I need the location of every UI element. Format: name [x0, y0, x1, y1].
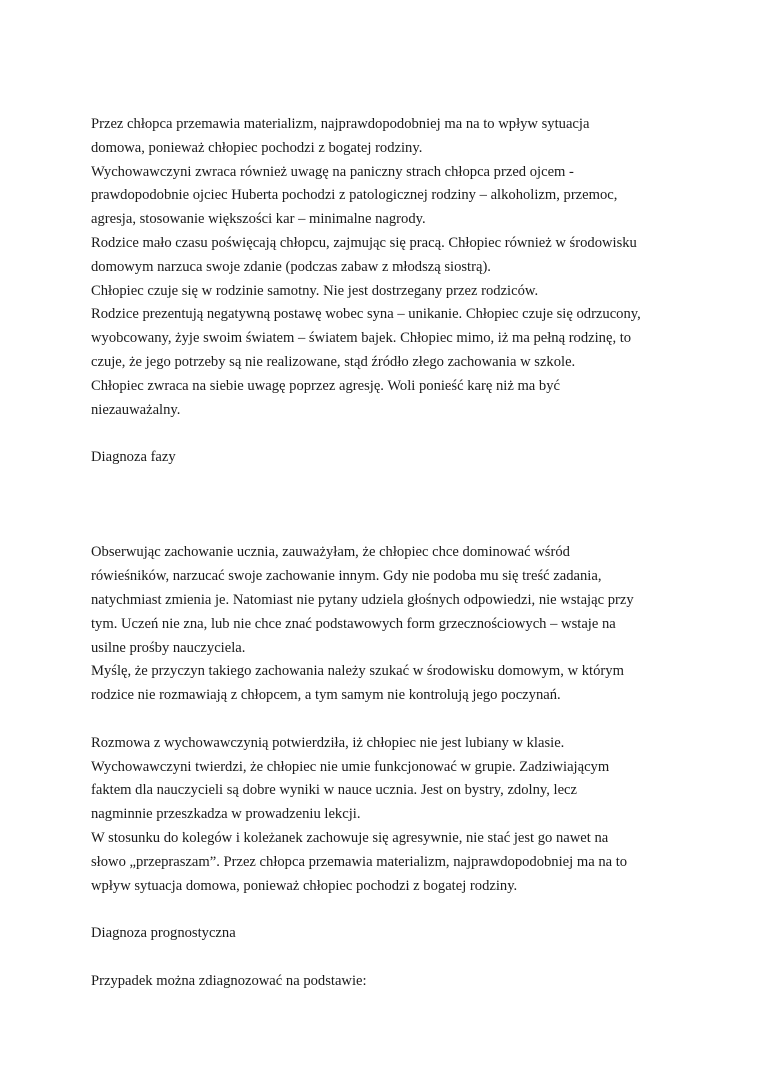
text-line: niezauważalny. — [91, 401, 181, 418]
text-line: usilne prośby nauczyciela. — [91, 639, 246, 656]
document-body — [91, 113, 681, 993]
text-line: nagminnie przeszkadza w prowadzeniu lekcji. — [91, 806, 361, 823]
text-line: Chłopiec czuje się w rodzinie samotny. Nie jest dostrzegany przez rodziców. — [91, 282, 539, 299]
text-line: rówieśników, narzucać swoje zachowanie innym. Gdy nie podoba mu się treść zadania, — [91, 568, 602, 585]
text-line: domowym narzuca swoje zdanie (podczas zabaw z młodszą siostrą). — [91, 258, 491, 275]
blank-line — [91, 518, 681, 542]
text-line: słowo „przepraszam”. Przez chłopca przemawia materializm, najprawdopodobniej ma na to — [91, 853, 628, 870]
text-line: tym. Uczeń nie zna, lub nie chce znać podstawowych form grzecznościowych – wstaje na — [91, 615, 616, 632]
text-line: prawdopodobnie ojciec Huberta pochodzi z patologicznej rodziny – alkoholizm, przemoc, — [91, 187, 618, 204]
text-line: Myślę, że przyczyn takiego zachowania należy szukać w środowisku domowym, w którym — [91, 663, 624, 680]
text-line: faktem dla nauczycieli są dobre wyniki w nauce ucznia. Jest on bystry, zdolny, lecz — [91, 782, 578, 799]
blank-line — [91, 946, 681, 970]
section-heading-diagnoza-fazy: Diagnoza fazy — [91, 449, 176, 466]
text-line: natychmiast zmienia je. Natomiast nie pytany udziela głośnych odpowiedzi, nie wstając przy — [91, 591, 634, 608]
paragraph-teacher-conversation — [91, 732, 681, 899]
text-line: domowa, ponieważ chłopiec pochodzi z bogatej rodziny. — [91, 139, 423, 156]
text-line: Rozmowa z wychowawczynią potwierdziła, iż chłopiec nie jest lubiany w klasie. — [91, 734, 565, 751]
text-line: Wychowawczyni zwraca również uwagę na paniczny strach chłopca przed ojcem - — [91, 163, 574, 180]
text-line: W stosunku do kolegów i koleżanek zachowuje się agresywnie, nie stać jest go nawet na — [91, 829, 609, 846]
text-line: Przez chłopca przemawia materializm, najprawdopodobniej ma na to wpływ sytuacja — [91, 116, 590, 132]
blank-line — [91, 708, 681, 732]
text-line: Wychowawczyni twierdzi, że chłopiec nie umie funkcjonować w grupie. Zadziwiającym — [91, 758, 610, 775]
blank-line — [91, 422, 681, 446]
text-line: agresja, stosowanie większości kar – minimalne nagrody. — [91, 211, 426, 228]
paragraph-observation — [91, 541, 681, 708]
text-line: wpływ sytuacja domowa, ponieważ chłopiec pochodzi z bogatej rodziny. — [91, 877, 518, 894]
blank-line — [91, 898, 681, 922]
closing-line: Przypadek można zdiagnozować na podstawie: — [91, 972, 367, 989]
text-line: rodzice nie rozmawiają z chłopcem, a tym samym nie kontrolują jego poczynań. — [91, 687, 561, 704]
text-line: Obserwując zachowanie ucznia, zauważyłam, że chłopiec chce dominować wśród — [91, 544, 570, 561]
text-line: Chłopiec zwraca na siebie uwagę poprzez agresję. Woli ponieść karę niż ma być — [91, 377, 561, 394]
section-heading-diagnoza-prognostyczna: Diagnoza prognostyczna — [91, 925, 236, 942]
text-line: Rodzice mało czasu poświęcają chłopcu, zajmując się pracą. Chłopiec również w środowisku — [91, 234, 637, 251]
text-line: czuje, że jego potrzeby są nie realizowane, stąd źródło złego zachowania w szkole. — [91, 353, 576, 370]
paragraph-family-situation — [91, 113, 681, 422]
text-line: wyobcowany, żyje swoim światem – światem bajek. Chłopiec mimo, iż ma pełną rodzinę, to — [91, 330, 632, 347]
text-line: Rodzice prezentują negatywną postawę wobec syna – unikanie. Chłopiec czuje się odrzucony, — [91, 306, 641, 323]
blank-line — [91, 470, 681, 518]
